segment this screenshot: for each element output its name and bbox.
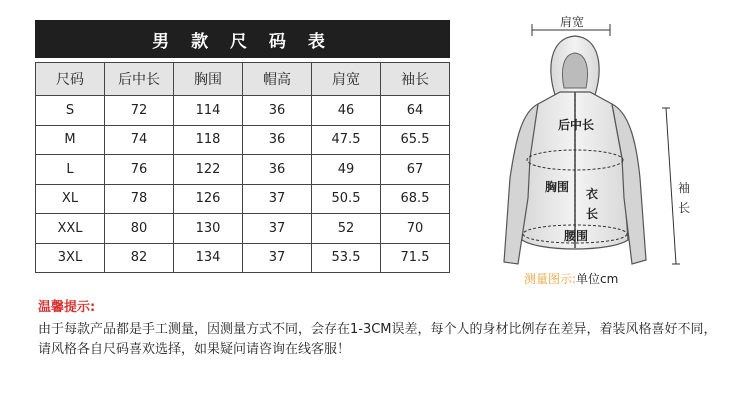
table-row xyxy=(36,214,450,244)
cell-back-length: 74 xyxy=(105,125,174,155)
header-size: 尺码 xyxy=(36,63,105,96)
cell-size: M xyxy=(36,125,105,155)
header-back-length: 后中长 xyxy=(105,63,174,96)
unit-label: 单位cm xyxy=(576,272,619,286)
cell-back-length: 72 xyxy=(105,96,174,126)
notice-title: 温馨提示: xyxy=(38,300,96,315)
table-row xyxy=(36,184,450,214)
cell-chest: 134 xyxy=(174,243,243,273)
cell-back-length: 78 xyxy=(105,184,174,214)
cell-sleeve: 71.5 xyxy=(381,243,450,273)
cell-hood-height: 37 xyxy=(243,184,312,214)
cell-chest: 122 xyxy=(174,155,243,185)
cell-size: XXL xyxy=(36,214,105,244)
cell-hood-height: 37 xyxy=(243,214,312,244)
cell-shoulder: 53.5 xyxy=(312,243,381,273)
cell-sleeve: 70 xyxy=(381,214,450,244)
cell-shoulder: 46 xyxy=(312,96,381,126)
table-row xyxy=(36,155,450,185)
table-header-row xyxy=(36,63,450,96)
cell-hood-height: 36 xyxy=(243,125,312,155)
cell-shoulder: 50.5 xyxy=(312,184,381,214)
cell-chest: 118 xyxy=(174,125,243,155)
cell-chest: 126 xyxy=(174,184,243,214)
header-hood-height: 帽高 xyxy=(243,63,312,96)
table-row xyxy=(36,125,450,155)
cell-shoulder: 47.5 xyxy=(312,125,381,155)
cell-sleeve: 64 xyxy=(381,96,450,126)
cell-hood-height: 36 xyxy=(243,96,312,126)
cell-chest: 114 xyxy=(174,96,243,126)
size-chart-title: 男 款 尺 码 表 xyxy=(35,20,450,58)
chest-label: 胸围 xyxy=(545,180,570,194)
back-length-label: 后中长 xyxy=(558,118,595,132)
size-table xyxy=(35,62,450,273)
legend-label: 测量图示: xyxy=(524,272,577,286)
notice-text: 由于每款产品都是手工测量，因测量方式不同，会存在1-3CM误差，每个人的身材比例存在差异，着装风格喜好不同，请风格各自尺码喜欢选择，如果疑问请咨询在线客服！ xyxy=(38,322,717,357)
header-chest: 胸围 xyxy=(174,63,243,96)
diagram-legend xyxy=(524,270,618,287)
shoulder-label: 肩宽 xyxy=(560,15,585,29)
cell-hood-height: 36 xyxy=(243,155,312,185)
cell-shoulder: 52 xyxy=(312,214,381,244)
cell-size: S xyxy=(36,96,105,126)
size-chart-panel xyxy=(35,20,450,273)
measurement-diagram xyxy=(480,8,720,293)
header-sleeve: 袖长 xyxy=(381,63,450,96)
table-row xyxy=(36,96,450,126)
body-length-label: 衣长 xyxy=(586,187,599,221)
cell-sleeve: 65.5 xyxy=(381,125,450,155)
sleeve-label: 袖长 xyxy=(678,181,691,215)
cell-sleeve: 68.5 xyxy=(381,184,450,214)
cell-size: XL xyxy=(36,184,105,214)
cell-back-length: 82 xyxy=(105,243,174,273)
cell-size: L xyxy=(36,155,105,185)
table-row xyxy=(36,243,450,273)
cell-chest: 130 xyxy=(174,214,243,244)
waist-label: 腰围 xyxy=(564,229,589,243)
jacket-illustration xyxy=(480,8,720,278)
header-shoulder: 肩宽 xyxy=(312,63,381,96)
cell-shoulder: 49 xyxy=(312,155,381,185)
cell-sleeve: 67 xyxy=(381,155,450,185)
cell-back-length: 76 xyxy=(105,155,174,185)
cell-back-length: 80 xyxy=(105,214,174,244)
cell-hood-height: 37 xyxy=(243,243,312,273)
cell-size: 3XL xyxy=(36,243,105,273)
